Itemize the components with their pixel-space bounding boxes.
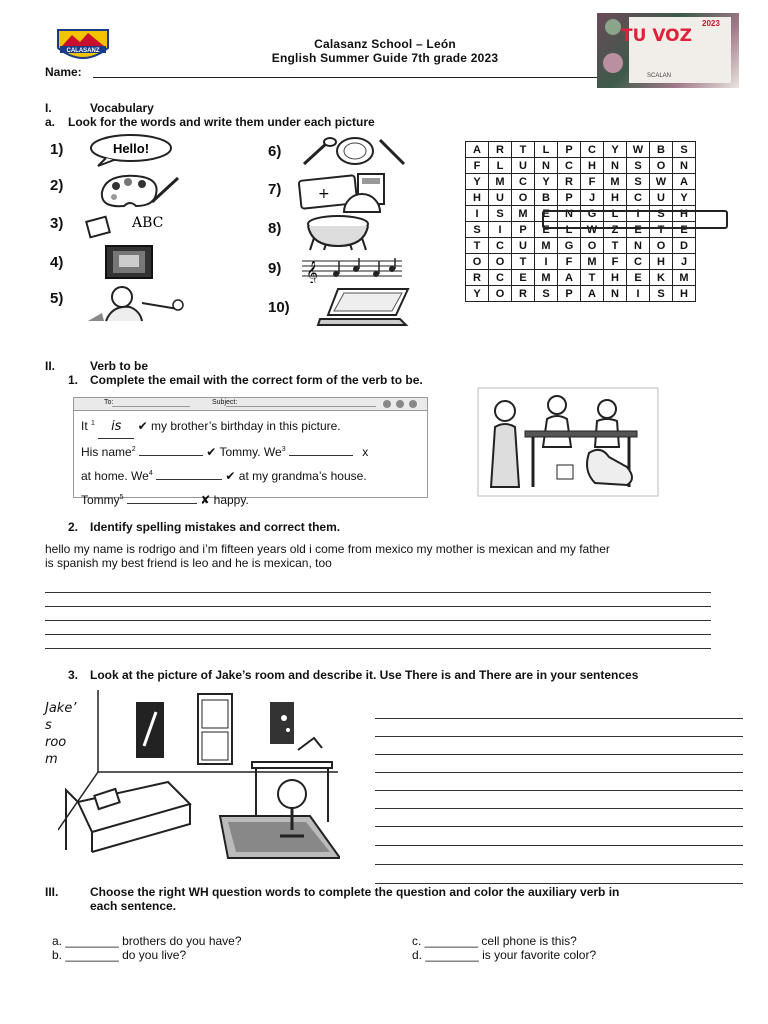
word-search-row	[466, 270, 696, 286]
word-search-cell[interactable]: I	[535, 254, 558, 270]
word-search-row	[466, 238, 696, 254]
q2-paragraph-line1: hello my name is rodrigo and i’m fifteen years old i come from mexico my mother is mexican and my father	[45, 542, 610, 556]
word-search-cell[interactable]: C	[489, 270, 512, 286]
word-search-cell[interactable]: M	[512, 206, 535, 222]
picture-number-10: 10)	[268, 299, 290, 316]
word-search-cell[interactable]: O	[489, 254, 512, 270]
word-search-cell[interactable]: I	[466, 206, 489, 222]
word-search-cell[interactable]: E	[535, 206, 558, 222]
word-search-cell[interactable]: N	[604, 286, 627, 302]
word-search-row	[466, 190, 696, 206]
word-search-cell[interactable]: E	[535, 222, 558, 238]
word-search-cell[interactable]: O	[650, 158, 673, 174]
picture-number-2: 2)	[50, 177, 64, 194]
word-search-cell[interactable]: H	[650, 254, 673, 270]
word-search-cell[interactable]: O	[512, 190, 535, 206]
answer-line[interactable]	[375, 808, 743, 809]
svg-text:𝄞: 𝄞	[306, 260, 318, 283]
picture-number-7: 7)	[268, 181, 282, 198]
word-search-cell[interactable]: L	[558, 222, 581, 238]
word-search-cell[interactable]: H	[673, 286, 696, 302]
word-search-cell[interactable]: H	[604, 270, 627, 286]
word-search-cell[interactable]: T	[650, 222, 673, 238]
answer-line[interactable]	[375, 845, 743, 846]
word-search-cell[interactable]: Y	[673, 190, 696, 206]
word-search-cell[interactable]: F	[604, 254, 627, 270]
abc-blocks-picture	[84, 205, 188, 246]
word-search-cell[interactable]: E	[512, 270, 535, 286]
word-search-cell[interactable]: K	[650, 270, 673, 286]
word-search-cell[interactable]: C	[627, 190, 650, 206]
answer-line[interactable]	[45, 648, 711, 649]
wh-question-b: b. ________ do you live?	[52, 948, 187, 962]
word-search-cell[interactable]: B	[650, 142, 673, 158]
word-search-cell[interactable]: A	[558, 270, 581, 286]
school-logo	[52, 26, 114, 66]
word-search-cell[interactable]: P	[558, 190, 581, 206]
word-search-cell[interactable]: A	[581, 286, 604, 302]
word-search-cell[interactable]: O	[581, 238, 604, 254]
word-search-cell[interactable]: G	[558, 238, 581, 254]
word-search-cell[interactable]: H	[604, 190, 627, 206]
wh-question-c: c. ________ cell phone is this?	[412, 934, 577, 948]
wh-blank-d[interactable]: ________	[425, 948, 479, 962]
picture-number-3: 3)	[50, 215, 64, 232]
email-line-3: at home. We$^4$ ✔ at my grandma’s house.	[81, 469, 367, 483]
school-name: Calasanz School – León	[314, 37, 456, 51]
answer-line[interactable]	[375, 754, 743, 755]
word-search-cell[interactable]: L	[604, 206, 627, 222]
word-search-cell[interactable]: A	[673, 174, 696, 190]
word-search-cell[interactable]: H	[466, 190, 489, 206]
word-search-cell[interactable]: O	[489, 286, 512, 302]
word-search-cell[interactable]: S	[650, 286, 673, 302]
word-search-cell[interactable]: O	[650, 238, 673, 254]
word-search-cell[interactable]: P	[558, 286, 581, 302]
word-search-cell[interactable]: I	[627, 206, 650, 222]
email-line-4: Tommy$^5$ ✘ happy.	[81, 493, 249, 507]
word-search-cell[interactable]: P	[512, 222, 535, 238]
word-search-cell[interactable]: Y	[535, 174, 558, 190]
word-search-cell[interactable]: R	[489, 142, 512, 158]
answer-line[interactable]	[375, 772, 743, 773]
word-search-cell[interactable]: H	[581, 158, 604, 174]
word-search-cell[interactable]: W	[627, 142, 650, 158]
word-search-cell[interactable]: T	[604, 238, 627, 254]
section3-number: III.	[45, 885, 59, 899]
email-blank-3[interactable]	[289, 455, 353, 456]
word-search-cell[interactable]: S	[466, 222, 489, 238]
word-search-cell[interactable]: C	[489, 238, 512, 254]
word-search-cell[interactable]: D	[673, 238, 696, 254]
word-search-cell[interactable]: C	[627, 254, 650, 270]
word-search-cell[interactable]: F	[558, 254, 581, 270]
word-search-cell[interactable]: C	[512, 174, 535, 190]
q1-number: 1.	[68, 373, 79, 387]
word-search-cell[interactable]: Y	[604, 142, 627, 158]
q1-text: Complete the email with the correct form of the verb to be.	[90, 373, 423, 387]
word-search-cell[interactable]: U	[489, 190, 512, 206]
email-subject-label: Subject:	[212, 399, 238, 406]
email-line-2: His name$^2$ ✔ Tommy. We$^3$ x	[81, 445, 369, 459]
email-blank-2[interactable]	[139, 455, 203, 456]
bowl-picture	[298, 212, 378, 257]
word-search-cell[interactable]: S	[673, 142, 696, 158]
word-search-cell[interactable]: W	[650, 174, 673, 190]
word-search-row	[466, 174, 696, 190]
picture-number-5: 5)	[50, 290, 64, 307]
email-to-label: To:	[104, 399, 114, 406]
music-notes-picture	[300, 255, 404, 288]
svg-text:+: +	[318, 186, 330, 202]
word-search-cell[interactable]: C	[581, 142, 604, 158]
section3-text-line2: each sentence.	[90, 899, 177, 913]
word-search-row	[466, 142, 696, 158]
word-search-cell[interactable]: S	[489, 206, 512, 222]
answer-line[interactable]	[375, 736, 743, 737]
word-search-cell[interactable]: E	[627, 270, 650, 286]
word-search-cell[interactable]: W	[581, 222, 604, 238]
q2-text: Identify spelling mistakes and correct them.	[90, 520, 341, 534]
name-label: Name:	[45, 65, 82, 79]
name-line[interactable]	[93, 77, 598, 78]
word-search-cell[interactable]: O	[466, 254, 489, 270]
word-search-cell[interactable]: U	[512, 238, 535, 254]
wh-question-d: d. ________ is your favorite color?	[412, 948, 597, 962]
word-search-cell[interactable]: F	[466, 158, 489, 174]
word-search-cell[interactable]: J	[581, 190, 604, 206]
email-blank-1[interactable]: is	[98, 416, 134, 439]
answer-line[interactable]	[375, 864, 743, 865]
picture-number-1: 1)	[50, 141, 64, 158]
email-header-bar	[74, 398, 427, 411]
word-search-cell[interactable]: T	[512, 254, 535, 270]
q3-number: 3.	[68, 668, 79, 682]
badge-year: 2023	[702, 19, 720, 28]
answer-line[interactable]	[375, 790, 743, 791]
section1-title: Vocabulary	[90, 101, 154, 115]
word-search-cell[interactable]: S	[627, 174, 650, 190]
tu-voz-badge	[597, 13, 739, 88]
wh-blank-c[interactable]: ________	[424, 934, 479, 948]
word-search-cell[interactable]: Y	[466, 174, 489, 190]
word-search-cell[interactable]: N	[627, 238, 650, 254]
answer-line[interactable]	[375, 826, 743, 827]
word-search-cell[interactable]: N	[558, 206, 581, 222]
wh-blank-a[interactable]: ________	[65, 934, 119, 948]
section1-number: I.	[45, 101, 52, 115]
email-exercise	[73, 397, 428, 507]
word-search-cell[interactable]: M	[581, 254, 604, 270]
answer-line[interactable]	[45, 634, 711, 635]
book-picture	[103, 243, 159, 286]
word-search-row	[466, 158, 696, 174]
word-search-cell[interactable]: N	[535, 158, 558, 174]
word-search-cell[interactable]: S	[650, 206, 673, 222]
picture-number-9: 9)	[268, 260, 282, 277]
section3-text-line1: Choose the right WH question words to complete the question and color the auxiliary verb in	[90, 885, 620, 899]
english-word-highlight	[542, 210, 728, 229]
word-search-row	[466, 286, 696, 302]
email-line-1: It $^1$ is ✔ my brother’s birthday in this picture.	[81, 413, 427, 439]
answer-line[interactable]	[45, 620, 711, 621]
word-search-cell[interactable]: C	[558, 158, 581, 174]
badge-title: TU VOZ	[621, 26, 692, 46]
word-search-cell[interactable]: Y	[466, 286, 489, 302]
q3-text: Look at the picture of Jake’s room and describe it. Use There is and There are in your sentences	[90, 668, 639, 682]
email-blank-4[interactable]	[156, 479, 222, 480]
word-search-cell[interactable]: F	[581, 174, 604, 190]
word-search-cell[interactable]: I	[627, 286, 650, 302]
item-a-text: Look for the words and write them under each picture	[68, 115, 375, 129]
word-search-cell[interactable]: R	[466, 270, 489, 286]
answer-line[interactable]	[45, 606, 711, 607]
word-search-cell[interactable]: S	[535, 286, 558, 302]
word-search-cell[interactable]: M	[604, 174, 627, 190]
word-search-cell[interactable]: I	[489, 222, 512, 238]
word-search-cell[interactable]: L	[535, 142, 558, 158]
logo-text: CALASANZ	[66, 48, 100, 54]
word-search-cell[interactable]: E	[673, 222, 696, 238]
word-search-cell[interactable]: U	[512, 158, 535, 174]
word-search-cell[interactable]: S	[627, 158, 650, 174]
section2-title: Verb to be	[90, 359, 149, 373]
word-search-cell[interactable]: M	[535, 270, 558, 286]
student-picture	[82, 283, 186, 328]
word-search-row	[466, 254, 696, 270]
word-search-cell[interactable]: A	[466, 142, 489, 158]
word-search-cell[interactable]: R	[558, 174, 581, 190]
word-search-cell[interactable]: M	[673, 270, 696, 286]
laptop-picture	[316, 285, 416, 332]
guide-title: English Summer Guide 7th grade 2023	[271, 51, 499, 65]
hello-text: Hello!	[112, 141, 150, 156]
picture-number-4: 4)	[50, 254, 64, 271]
email-blank-5[interactable]	[127, 503, 197, 504]
word-search-cell[interactable]: R	[512, 286, 535, 302]
word-search-cell[interactable]: G	[581, 206, 604, 222]
abc-text: ABC	[132, 215, 164, 231]
answer-line[interactable]	[375, 883, 743, 884]
word-search-cell[interactable]: H	[673, 206, 696, 222]
family-birthday-picture	[477, 387, 659, 502]
jakes-room-label: Jake’ s roo m	[45, 701, 77, 767]
word-search-cell[interactable]: L	[489, 158, 512, 174]
word-search-cell[interactable]: P	[558, 142, 581, 158]
word-search-cell[interactable]: J	[673, 254, 696, 270]
word-search-cell[interactable]: T	[581, 270, 604, 286]
word-search-cell[interactable]: M	[535, 238, 558, 254]
word-search-cell[interactable]: Z	[604, 222, 627, 238]
picture-number-8: 8)	[268, 220, 282, 237]
word-search-cell[interactable]: N	[604, 158, 627, 174]
wh-blank-b[interactable]: ________	[65, 948, 119, 962]
word-search-cell[interactable]: T	[466, 238, 489, 254]
answer-line[interactable]	[375, 718, 743, 719]
word-search-cell[interactable]: E	[627, 222, 650, 238]
word-search-cell[interactable]: B	[535, 190, 558, 206]
wh-question-a: a. ________ brothers do you have?	[52, 934, 242, 948]
word-search-cell[interactable]: T	[512, 142, 535, 158]
jakes-room-picture	[58, 690, 340, 867]
word-search-cell[interactable]: U	[650, 190, 673, 206]
word-search-cell[interactable]: N	[673, 158, 696, 174]
q2-number: 2.	[68, 520, 79, 534]
item-a-letter: a.	[45, 115, 56, 129]
cutlery-picture	[300, 134, 410, 173]
badge-sub: SCALAN	[647, 73, 672, 79]
q2-paragraph-line2: is spanish my best friend is leo and he is mexican, too	[45, 556, 332, 570]
word-search-cell[interactable]: M	[489, 174, 512, 190]
hello-speech-bubble-picture	[88, 133, 174, 172]
picture-number-6: 6)	[268, 143, 282, 160]
answer-line[interactable]	[45, 592, 711, 593]
section2-number: II.	[45, 359, 56, 373]
